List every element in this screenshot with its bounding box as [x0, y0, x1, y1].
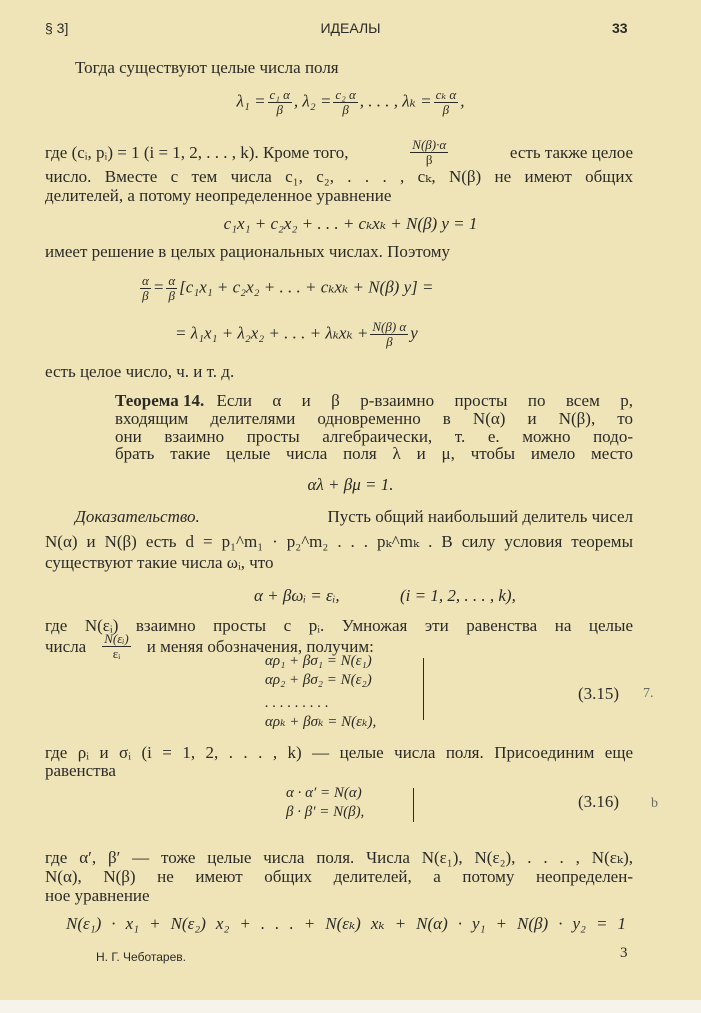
footer-author: Н. Г. Чеботарев. [96, 950, 186, 964]
equation-condition: (i = 1, 2, . . . , k), [400, 586, 516, 605]
running-title: ИДЕАЛЫ [320, 20, 381, 36]
theorem-label: Теорема 14. [115, 391, 205, 410]
scan-margin [0, 1000, 701, 1013]
equation: $\frac{\alpha}{\beta}$ = $\frac{\alpha}{\beta}$ [c₁x₁ + c₂x₂ + . . . + cₖxₖ + N(β) y] = [142, 273, 434, 303]
theorem-line: они взаимно просты алгебраически, т. е. можно подо- [115, 427, 633, 446]
equation-system: α · α′ = N(α) β · β′ = N(β), [286, 785, 365, 820]
proof-line: ное уравнение [45, 886, 150, 905]
text-line: есть целое число, ч. и т. д. [45, 362, 235, 381]
proof-line: где ρᵢ и σᵢ (i = 1, 2, . . . , k) — целые числа поля. Присоединим еще [45, 743, 633, 762]
equation: = λ₁x₁ + λ₂x₂ + . . . + λₖxₖ + $\frac{N(\beta) \alpha}{\beta}$ y [175, 319, 418, 349]
equation: α + βωᵢ = εᵢ, [254, 586, 340, 605]
text-line: число. Вместе с тем числа c₁, c₂, . . . , cₖ, N(β) не имеют общих [45, 167, 633, 186]
text-line: Тогда существуют целые числа поля [75, 58, 339, 77]
brace [413, 788, 414, 822]
theorem-line: брать такие целые числа поля λ и μ, чтобы имело место [115, 444, 633, 463]
theorem-line: Теорема 14. Если α и β p-взаимно просты по всем p, [115, 391, 633, 410]
equation: αλ + βμ = 1. [307, 475, 394, 494]
equation-system: αρ₁ + βσ₁ = N(ε₁) αρ₂ + βσ₂ = N(ε₂) . . . . . . . . . αρₖ + βσₖ = N(εₖ), [265, 653, 377, 730]
proof-line: N(α) и N(β) есть d = p₁^m₁ · p₂^m₂ . . . pₖ^mₖ . В силу условия теоремы [45, 532, 633, 551]
page-number: 33 [612, 20, 628, 36]
proof-line: где N(εᵢ) взаимно просты с pᵢ. Умножая эти равенства на целые [45, 616, 633, 635]
margin-note: b [651, 796, 658, 811]
theorem-line: входящим делителями одновременно в N(α) и N(β), то [115, 409, 633, 428]
proof-line: где α′, β′ — тоже целые числа поля. Числа N(ε₁), N(ε₂), . . . , N(εₖ), [45, 848, 633, 867]
text-line: делителей, а потому неопределенное уравнение [45, 186, 392, 205]
signature-mark: 3 [620, 945, 628, 961]
equation: c₁x₁ + c₂x₂ + . . . + cₖxₖ + N(β) y = 1 [223, 214, 478, 233]
proof-line: существуют такие числа ωᵢ, что [45, 553, 274, 572]
text-line: где (cᵢ, pᵢ) = 1 (i = 1, 2, . . . , k). Кроме того, N(β)·α β есть также целое [45, 137, 633, 167]
proof-line: N(α), N(β) не имеют общих делителей, а потому неопределен- [45, 867, 633, 886]
section-mark: § 3] [45, 20, 69, 36]
equation-number: (3.16) [578, 792, 620, 811]
brace [423, 658, 424, 720]
equation: N(ε₁) · x₁ + N(ε₂) x₂ + . . . + N(εₖ) xₖ + N(α) · y₁ + N(β) · y₂ = 1 [66, 914, 626, 933]
proof-line: числа N(εᵢ) εᵢ и меняя обозначения, получим: [45, 631, 374, 661]
text-line: имеет решение в целых рациональных числах. Поэтому [45, 242, 451, 261]
proof-line: равенства [45, 761, 116, 780]
equation-number: (3.15) [578, 684, 620, 703]
proof-line: Доказательство. Пусть общий наибольший делитель чисел [75, 507, 633, 526]
proof-label: Доказательство. [75, 507, 200, 526]
margin-note: 7. [643, 686, 654, 701]
formula-lambdas: λ₁ = $\frac{\text{c₁ α}}{\beta}$ , λ₂ = $\frac{\text{c₂ α}}{\beta}$ , . . . , λₖ = $\frac{\text{cₖ α}}{\beta}$ , [236, 87, 465, 117]
